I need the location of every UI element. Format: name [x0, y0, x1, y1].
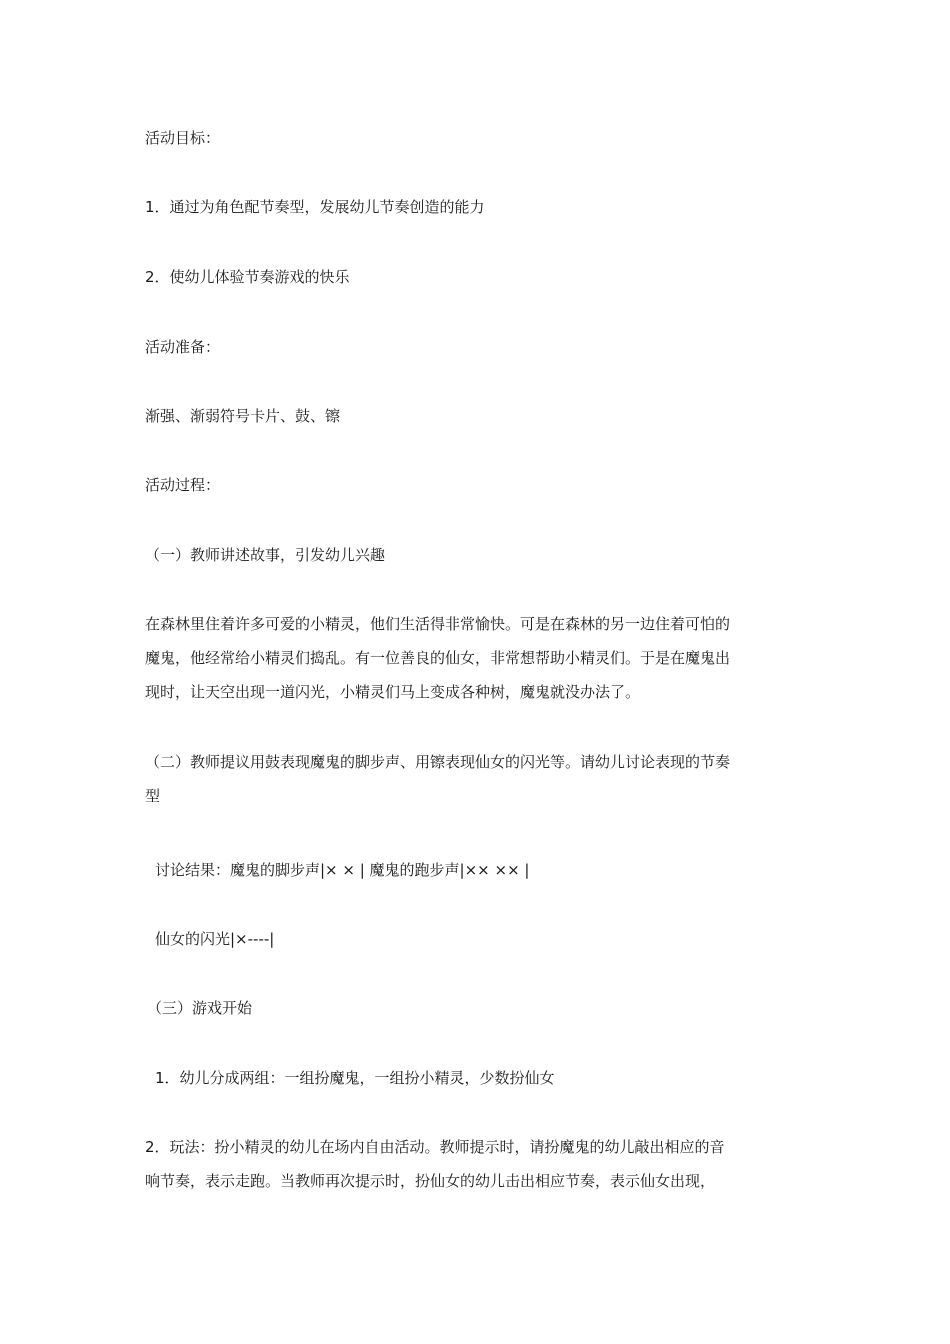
step-2-line: （二）教师提议用鼓表现魔鬼的脚步声、用镲表现仙女的闪光等。请幼儿讨论表现的节奏: [145, 753, 731, 771]
goal-item-2: 2．使幼儿体验节奏游戏的快乐: [145, 268, 350, 286]
step-2-line: 型: [145, 787, 161, 805]
fairy-flash-rhythm: 仙女的闪光|×----|: [155, 930, 275, 948]
heading-preparation: 活动准备：: [145, 338, 221, 356]
goal-item-1: 1．通过为角色配节奏型，发展幼儿节奏创造的能力: [145, 198, 485, 216]
game-rule-1: 1．幼儿分成两组：一组扮魔鬼，一组扮小精灵，少数扮仙女: [155, 1069, 555, 1087]
step-2-paragraph: [145, 745, 805, 813]
story-line: 魔鬼，他经常给小精灵们捣乱。有一位善良的仙女，非常想帮助小精灵们。于是在魔鬼出: [145, 649, 731, 667]
story-line: 现时，让天空出现一道闪光，小精灵们马上变成各种树，魔鬼就没办法了。: [145, 683, 641, 701]
game-rule-2-line: 响节奏，表示走跑。当教师再次提示时，扮仙女的幼儿击出相应节奏，表示仙女出现，: [145, 1172, 716, 1190]
step-1-title: （一）教师讲述故事，引发幼儿兴趣: [145, 546, 386, 564]
game-rule-2-paragraph: [145, 1130, 805, 1198]
step-3-title: （三）游戏开始: [147, 999, 253, 1017]
heading-process: 活动过程：: [145, 476, 221, 494]
game-rule-2-line: 2．玩法：扮小精灵的幼儿在场内自由活动。教师提示时，请扮魔鬼的幼儿敲出相应的音: [145, 1138, 725, 1156]
heading-goals: 活动目标：: [145, 129, 221, 147]
discussion-result: 讨论结果：魔鬼的脚步声|× × | 魔鬼的跑步声|×× ×× |: [155, 861, 530, 879]
story-paragraph: [145, 607, 805, 709]
story-line: 在森林里住着许多可爱的小精灵，他们生活得非常愉快。可是在森林的另一边住着可怕的: [145, 615, 731, 633]
preparation-items: 渐强、渐弱符号卡片、鼓、镲: [145, 407, 341, 425]
